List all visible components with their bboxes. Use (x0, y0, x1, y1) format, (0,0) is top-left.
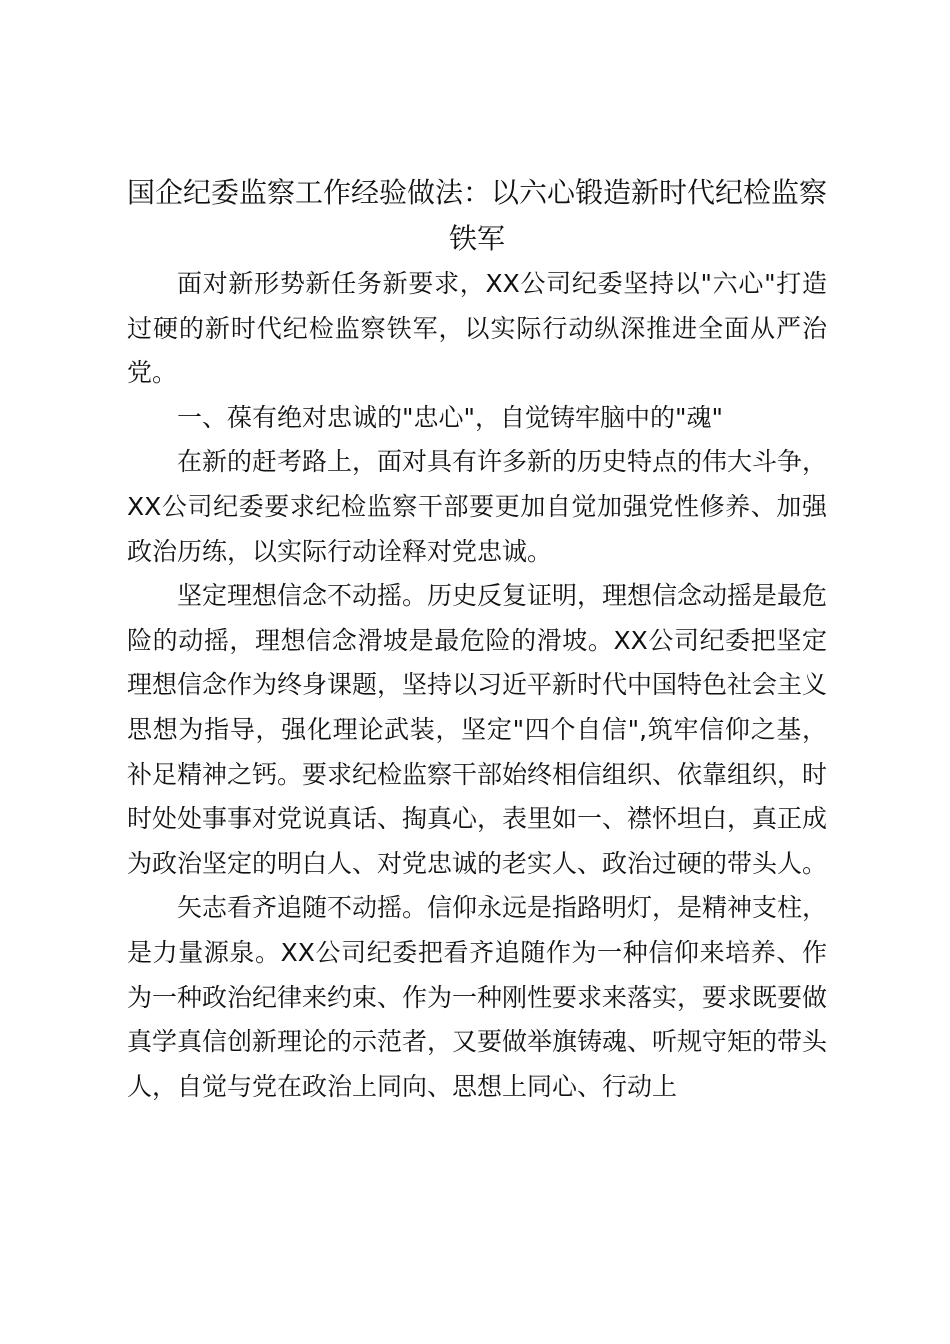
body-paragraph: 矢志看齐追随不动摇。信仰永远是指路明灯，是精神支柱，是力量源泉。XX公司纪委把看齐追随作为一种信仰来培养、作为一种政治纪律来约束、作为一种刚性要求来落实，要求既要做真学真信创新理论的示范者，又要做举旗铸魂、听规守矩的带头人，自觉与党在政治上同向、思想上同心、行动上 (127, 893, 828, 1101)
body-paragraph: 在新的赶考路上，面对具有许多新的历史特点的伟大斗争，XX公司纪委要求纪检监察干部要更加自觉加强党性修养、加强政治历练，以实际行动诠释对党忠诚。 (127, 447, 828, 566)
body-paragraph: 坚定理想信念不动摇。历史反复证明，理想信念动摇是最危险的动摇，理想信念滑坡是最危险的滑坡。XX公司纪委把坚定理想信念作为终身课题，坚持以习近平新时代中国特色社会主义思想为指导，强化理论武装，坚定"四个自信",筑牢信仰之基，补足精神之钙。要求纪检监察干部始终相信组织、依靠组织，时时处处事事对党说真话、掏真心，表里如一、襟怀坦白，真正成为政治坚定的明白人、对党忠诚的老实人、政治过硬的带头人。 (127, 581, 828, 878)
section-heading: 一、葆有绝对忠诚的"忠心"，自觉铸牢脑中的"魂" (177, 402, 723, 432)
intro-paragraph: 面对新形势新任务新要求，XX公司纪委坚持以"六心"打造过硬的新时代纪检监察铁军，以实际行动纵深推进全面从严治党。 (127, 269, 827, 388)
document-title: 国企纪委监察工作经验做法：以六心锻造新时代纪检监察铁军 (127, 176, 828, 255)
document-body (127, 170, 827, 1109)
